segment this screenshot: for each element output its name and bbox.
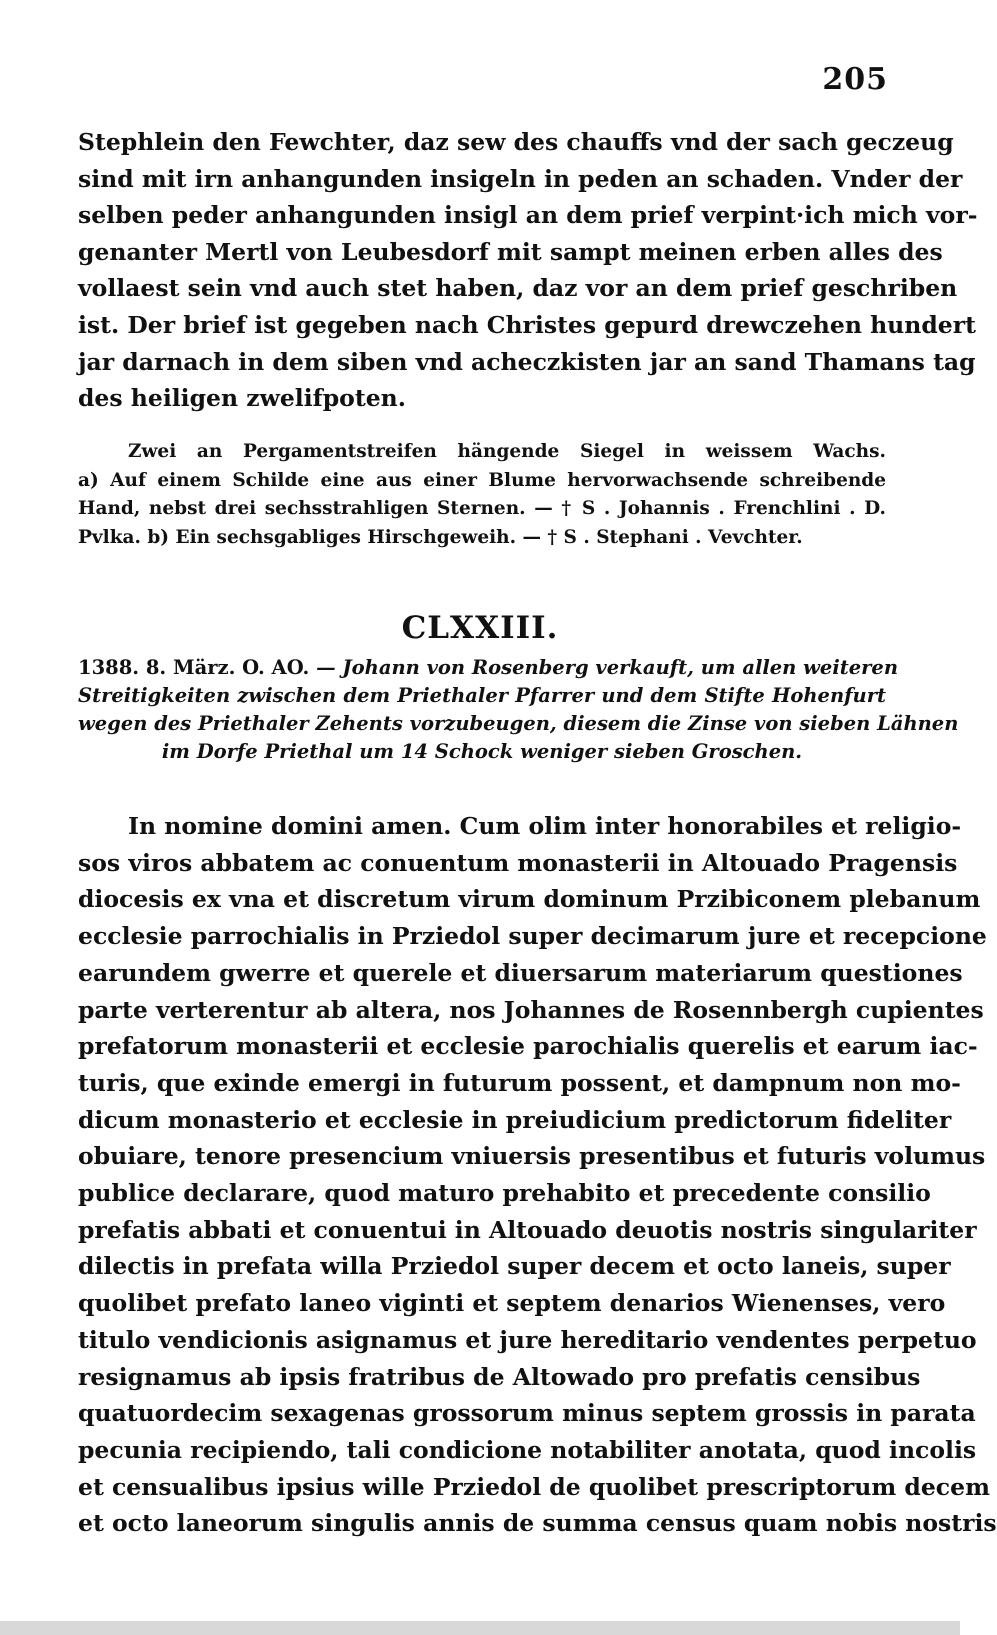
text-line: et censualibus ipsius wille Prziedol de quolibet prescriptorum decem [78, 1472, 990, 1501]
text-line: et octo laneorum singulis annis de summa census quam nobis nostris [78, 1509, 997, 1538]
text-line: quolibet prefato laneo viginti et septem denarios Wienenses, vero [78, 1289, 946, 1318]
text-line: vollaest sein vnd auch stet haben, daz vor an dem prief geschriben [78, 274, 958, 303]
text-line: sind mit irn anhangunden insigeln in peden an schaden. Vnder der [78, 164, 963, 193]
text-line: Pvlka. b) Ein sechsgabliges Hirschgeweih. — † S . Stephani . Vevchter. [78, 526, 803, 548]
text-line: Stephlein den Fewchter, daz sew des chauffs vnd der sach geczeug [78, 128, 954, 156]
document-number-heading: CLXXIII. [401, 610, 559, 646]
text-line: genanter Mertl von Leubesdorf mit sampt meinen erben alles des [78, 237, 943, 266]
text-line: dilectis in prefata willa Prziedol super decem et octo laneis, super [78, 1252, 951, 1281]
text-line: publice declarare, quod maturo prehabito et precedente consilio [78, 1179, 931, 1208]
paragraph-1 [78, 124, 978, 417]
text-line: a) Auf einem Schilde eine aus einer Blume hervorwachsende schreibende [78, 469, 886, 491]
summary-text: — Johann von Rosenberg verkauft, um allen weiteren [309, 656, 899, 679]
regest-summary [78, 654, 959, 766]
text-line: resignamus ab ipsis fratribus de Altowado pro prefatis censibus [78, 1362, 921, 1391]
text-line: Streitigkeiten zwischen dem Priethaler Pfarrer und dem Stifte Hohenfurt [78, 684, 886, 707]
text-line: turis, que exinde emergi in futurum possent, et dampnum non mo- [78, 1068, 961, 1097]
text-line: In nomine domini amen. Cum olim inter honorabiles et religio- [128, 812, 962, 840]
text-line: diocesis ex vna et discretum virum dominum Przibiconem plebanum [78, 885, 981, 914]
paragraph-2 [78, 808, 997, 1542]
text-line: jar darnach in dem siben vnd acheczkisten jar an sand Thamans tag [78, 347, 976, 376]
text-line: obuiare, tenore presencium vniuersis presentibus et futuris volumus [78, 1142, 986, 1171]
scan-edge-bar [0, 1621, 960, 1635]
text-line: quatuordecim sexagenas grossorum minus septem grossis in parata [78, 1399, 976, 1428]
text-line: ecclesie parrochialis in Prziedol super decimarum jure et recepcione [78, 922, 987, 951]
text-line: prefatis abbati et conuentui in Altouado deuotis nostris singulariter [78, 1215, 977, 1244]
text-line: im Dorfe Priethal um 14 Schock weniger sieben Groschen. [161, 740, 803, 763]
text-line: pecunia recipiendo, tali condicione notabiliter anotata, quod incolis [78, 1435, 977, 1464]
seal-description [78, 438, 886, 552]
text-line: des heiligen zwelifpoten. [78, 384, 406, 413]
text-line: selben peder anhangunden insigl an dem prief verpint·ich mich vor- [78, 201, 978, 230]
document-date: 1388. 8. März. O. AO. [78, 656, 310, 679]
page-number: 205 [822, 62, 888, 97]
text-line: Zwei an Pergamentstreifen hängende Siegel in weissem Wachs. [128, 441, 886, 462]
text-line: dicum monasterio et ecclesie in preiudicium predictorum fideliter [78, 1105, 952, 1134]
text-line [78, 654, 899, 682]
text-line: ist. Der brief ist gegeben nach Christes gepurd drewczehen hundert [78, 310, 976, 339]
text-line: parte verterentur ab altera, nos Johannes de Rosennbergh cupientes [78, 995, 984, 1024]
text-line: titulo vendicionis asignamus et jure hereditario vendentes perpetuo [78, 1325, 977, 1354]
text-line: prefatorum monasterii et ecclesie parochialis querelis et earum iac- [78, 1032, 978, 1061]
text-line: earundem gwerre et querele et diuersarum materiarum questiones [78, 958, 963, 987]
text-line: wegen des Priethaler Zehents vorzubeugen, diesem die Zinse von sieben Lähnen [78, 712, 959, 735]
text-line: sos viros abbatem ac conuentum monasterii in Altouado Pragensis [78, 848, 958, 877]
text-line: Hand, nebst drei sechsstrahligen Sternen. — † S . Johannis . Frenchlini . D. [78, 498, 886, 519]
